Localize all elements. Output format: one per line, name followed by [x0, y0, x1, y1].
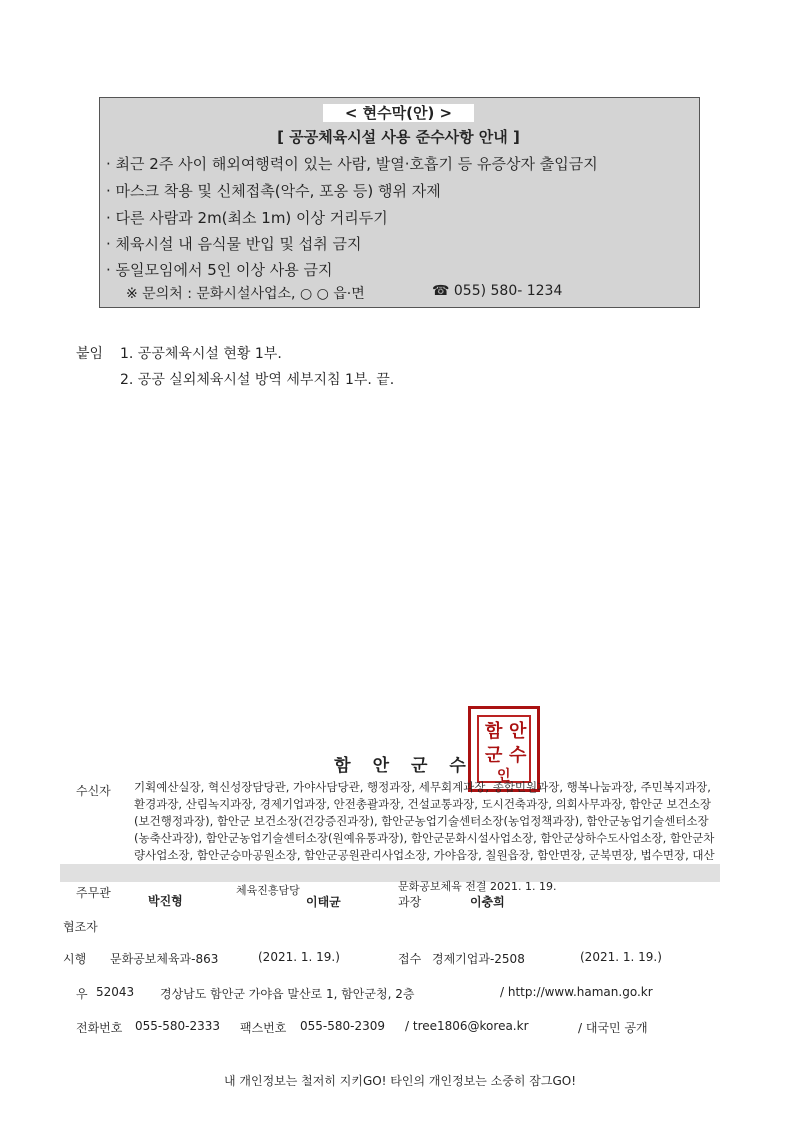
recipients-label: 수신자 [76, 784, 111, 798]
agency-name: 함안군수 [334, 756, 488, 776]
banner-phone: ☎ 055) 580- 1234 [432, 283, 563, 299]
disclosure-status: / 대국민 공개 [578, 1021, 648, 1035]
fax-number: 055-580-2309 [300, 1019, 386, 1033]
tel-number: 055-580-2333 [135, 1019, 221, 1033]
attachment-item: 2. 공공 실외체육시설 방역 세부지침 1부. 끝. [120, 372, 395, 388]
receipt-label: 접수 [398, 952, 422, 966]
enforce-number: 문화공보체육과-863 [110, 952, 219, 966]
team-label: 체육진흥담당 [236, 884, 300, 897]
email-link[interactable]: / tree1806@korea.kr [405, 1019, 529, 1033]
tel-label: 전화번호 [76, 1021, 123, 1035]
chief-name: 박진형 [148, 894, 183, 908]
chief-label: 주무관 [76, 886, 111, 900]
recipients-text: 기획예산실장, 혁신성장담당관, 가야사담당관, 행정과장, 세무회계과장, 종합민원과장, 행복나눔과장, 주민복지과장, 환경과장, 산림녹지과장, 경제기업과장, 안전총괄과장, 건설교통과장, 도시건축과장, 의회사무과장, 함안군 보건소장(보건행정과장), 함안군 보건소장(건강증진과장), 함안군농업기술센터소장(농업정책과장), 함안군농업기술센터소장(농축산과장), 함안군농업기술센터소장(원예유통과장), 함안군문화시설사업소장, 함안군상하수도사업소장, 함안군차량사업소장, 함안군승마공원소장, 함안군공원관리사업소장, 가야읍장, 칠원읍장, 함안면장, 군북면장, 법수면장, 대산 [134, 780, 715, 862]
postcode-label: 우 [76, 987, 88, 1001]
director-label: 과장 [398, 895, 422, 909]
coop-label: 협조자 [63, 920, 98, 934]
banner-item: · 최근 2주 사이 해외여행력이 있는 사람, 발열·호흡기 등 유증상자 출입금지 [106, 155, 598, 173]
official-seal: 함 안 군 수 인 [468, 706, 540, 792]
banner-item: · 체육시설 내 음식물 반입 및 섭취 금지 [106, 235, 362, 253]
enforce-label: 시행 [63, 952, 87, 966]
banner-contact: ※ 문의처 : 문화시설사업소, ○ ○ 읍·면 [126, 286, 365, 302]
address: 경상남도 함안군 가야읍 말산로 1, 함안군청, 2층 [160, 987, 415, 1001]
banner-item: · 다른 사람과 2m(최소 1m) 이상 거리두기 [106, 209, 388, 227]
banner-title: < 현수막(안) > [99, 102, 698, 123]
banner-subtitle: [ 공공체육시설 사용 준수사항 안내 ] [277, 128, 520, 146]
team-name: 이태균 [306, 895, 341, 909]
director-name: 이충희 [470, 895, 505, 909]
receipt-number: 경제기업과-2508 [432, 952, 525, 966]
banner-item: · 동일모임에서 5인 이상 사용 금지 [106, 261, 333, 279]
receipt-date: (2021. 1. 19.) [580, 950, 662, 964]
enforce-date: (2021. 1. 19.) [258, 950, 340, 964]
attachment-label: 붙임 [76, 346, 104, 362]
postcode: 52043 [96, 985, 135, 999]
privacy-slogan: 내 개인정보는 철저히 지키GO! 타인의 개인정보는 소중히 잠그GO! [223, 1074, 577, 1088]
decision-note: 문화공보체육 전결 2021. 1. 19. [398, 880, 557, 893]
fax-label: 팩스번호 [240, 1021, 287, 1035]
banner-item: · 마스크 착용 및 신체접촉(악수, 포옹 등) 행위 자제 [106, 182, 441, 200]
attachment-item: 1. 공공체육시설 현황 1부. [120, 346, 282, 362]
website-link[interactable]: / http://www.haman.go.kr [500, 985, 653, 999]
approval-divider [60, 864, 720, 882]
